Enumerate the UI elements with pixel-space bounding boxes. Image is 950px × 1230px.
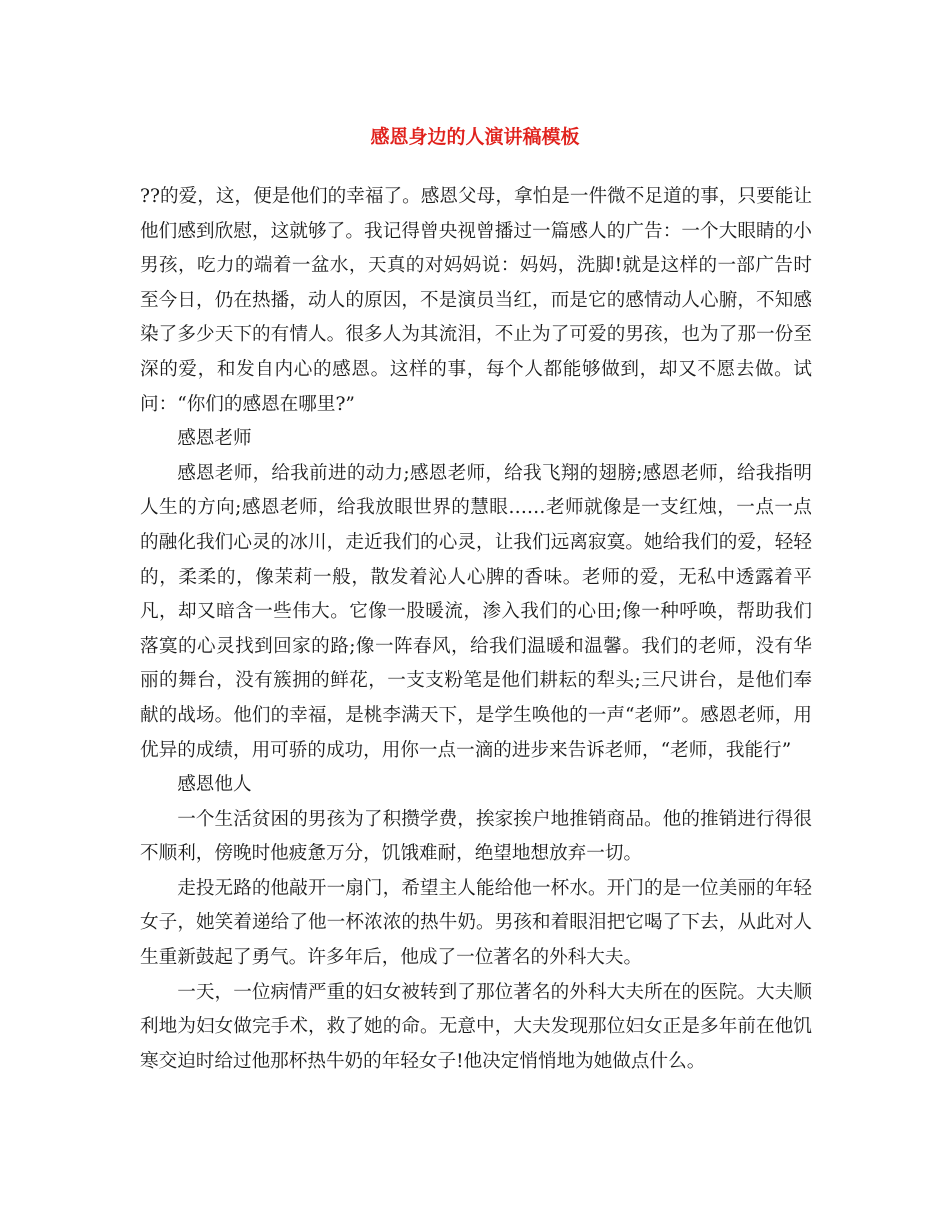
paragraph-intro: ??的爱，这，便是他们的幸福了。感恩父母，拿怕是一件微不足道的事，只要能让他们感到欣慰，这就够了。我记得曾央视曾播过一篇感人的广告：一个大眼睛的小男孩，吃力的端着一盆水，天真的对妈妈说：妈妈，洗脚!就是这样的一部广告时至今日，仍在热播，动人的原因，不是演员当红，而是它的感情动人心腑，不知感染了多少天下的有情人。很多人为其流泪，不止为了可爱的男孩，也为了那一份至深的爱，和发自内心的感恩。这样的事，每个人都能够做到，却又不愿去做。试问：“你们的感恩在哪里?”: [140, 186, 812, 415]
paragraph-story-2: 走投无路的他敲开一扇门，希望主人能给他一杯水。开门的是一位美丽的年轻女子，她笑着递给了他一杯浓浓的热牛奶。男孩和着眼泪把它喝了下去，从此对人生重新鼓起了勇气。许多年后，他成了一位著名的外科大夫。: [140, 877, 812, 969]
paragraph-story-3: 一天，一位病情严重的妇女被转到了那位著名的外科大夫所在的医院。大夫顺利地为妇女做完手术，救了她的命。无意中，大夫发现那位妇女正是多年前在他饥寒交迫时给过他那杯热牛奶的年轻女子!他决定悄悄地为她做点什么。: [140, 981, 812, 1072]
paragraph-teacher: 感恩老师，给我前进的动力;感恩老师，给我飞翔的翅膀;感恩老师，给我指明人生的方向;感恩老师，给我放眼世界的慧眼……老师就像是一支红烛，一点一点的融化我们心灵的冰川，走近我们的心灵，让我们远离寂寞。她给我们的爱，轻轻的，柔柔的，像茉莉一般，散发着沁人心脾的香味。老师的爱，无私中透露着平凡，却又暗含一些伟大。它像一股暖流，渗入我们的心田;像一种呼唤，帮助我们落寞的心灵找到回家的路;像一阵春风，给我们温暖和温馨。我们的老师，没有华丽的舞台，没有簇拥的鲜花，一支支粉笔是他们耕耘的犁头;三尺讲台，是他们奉献的战场。他们的幸福，是桃李满天下，是学生唤他的一声“老师”。感恩老师，用优异的成绩，用可骄的成功，用你一点一滴的进步来告诉老师，“老师，我能行”: [140, 462, 812, 761]
section-heading-others: 感恩他人: [177, 774, 252, 796]
document-title: 感恩身边的人演讲稿模板: [370, 126, 580, 148]
document-body: [140, 180, 812, 1079]
paragraph-story-1: 一个生活贫困的男孩为了积攒学费，挨家挨户地推销商品。他的推销进行得很不顺利，傍晚时他疲惫万分，饥饿难耐，绝望地想放弃一切。: [140, 808, 812, 865]
section-heading-teacher: 感恩老师: [177, 428, 252, 450]
